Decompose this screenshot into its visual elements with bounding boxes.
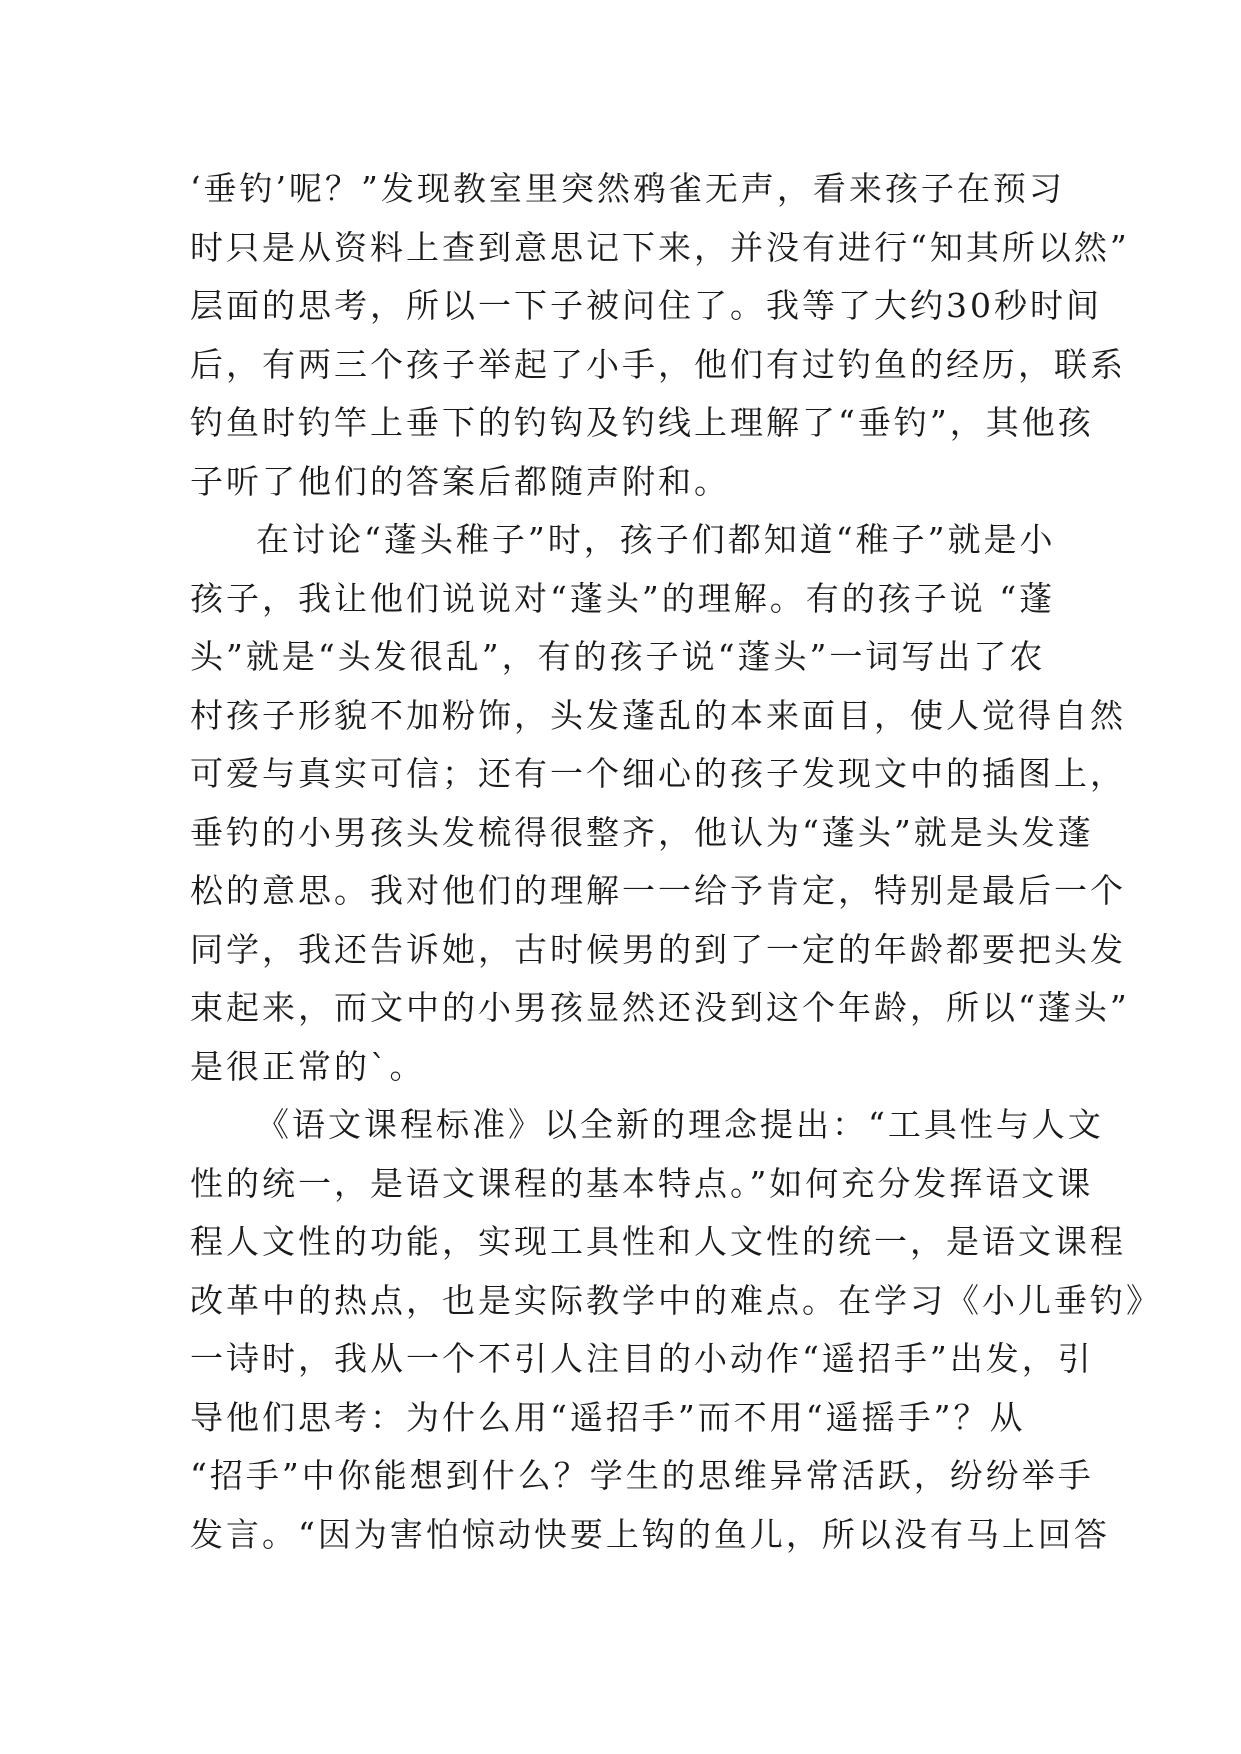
text-line: 改革中的热点，也是实际教学中的难点。在学习《小儿垂钓》 [190,1280,1162,1320]
paragraph-1 [190,160,1130,511]
text-line: 孩子，我让他们说说对“蓬头”的理解。有的孩子说 “蓬 [190,578,1056,618]
text-line: 束起来，而文中的小男孩显然还没到这个年龄，所以“蓬头” [190,988,1130,1027]
text-line: 《语文课程标准》以全新的理念提出：“工具性与人文 [256,1105,1104,1144]
text-line: 头”就是“头发很乱”，有的孩子说“蓬头”一词写出了农 [190,637,1046,676]
text-line: 是很正常的`。 [190,1046,426,1086]
text-line: 导他们思考：为什么用“遥招手”而不用“遥摇手”？从 [190,1397,1026,1437]
text-line: 在讨论“蓬头稚子”时，孩子们都知道“稚子”就是小 [256,520,1056,559]
text-line: 钓鱼时钓竿上垂下的钓钩及钓线上理解了“垂钓”，其他孩 [190,403,1094,442]
document-page [190,160,1162,1564]
text-line: “招手”中你能想到什么？学生的思维异常活跃，纷纷举手 [190,1456,1094,1495]
text-line: 子听了他们的答案后都随声附和。 [190,461,730,501]
text-line: 村孩子形貌不加粉饰，头发蓬乱的本来面目，使人觉得自然 [190,695,1126,735]
text-line: 同学，我还告诉她，古时候男的到了一定的年龄都要把头发 [190,929,1126,969]
text-line: 后，有两三个孩子举起了小手，他们有过钓鱼的经历，联系 [190,344,1126,384]
text-line: 一诗时，我从一个不引人注目的小动作“遥招手”出发，引 [190,1339,1094,1378]
text-line: 程人文性的功能，实现工具性和人文性的统一，是语文课程 [190,1222,1126,1261]
paragraph-2 [190,511,1130,1096]
text-line: 发言。“因为害怕惊动快要上钩的鱼儿，所以没有马上回答 [190,1514,1110,1554]
text-line: 松的意思。我对他们的理解一一给予肯定，特别是最后一个 [190,871,1126,910]
text-line: 性的统一，是语文课程的基本特点。”如何充分发挥语文课 [190,1163,1094,1203]
text-line: 可爱与真实可信；还有一个细心的孩子发现文中的插图上， [190,754,1126,793]
text-line: ‘垂钓’呢？”发现教室里突然鸦雀无声，看来孩子在预习 [190,169,1065,208]
text-line: 垂钓的小男孩头发梳得很整齐，他认为“蓬头”就是头发蓬 [190,812,1094,852]
text-line: 时只是从资料上查到意思记下来，并没有进行“知其所以然” [190,227,1130,267]
text-line: 层面的思考，所以一下子被问住了。我等了大约30秒时间 [190,286,1102,325]
paragraph-3 [190,1096,1162,1564]
